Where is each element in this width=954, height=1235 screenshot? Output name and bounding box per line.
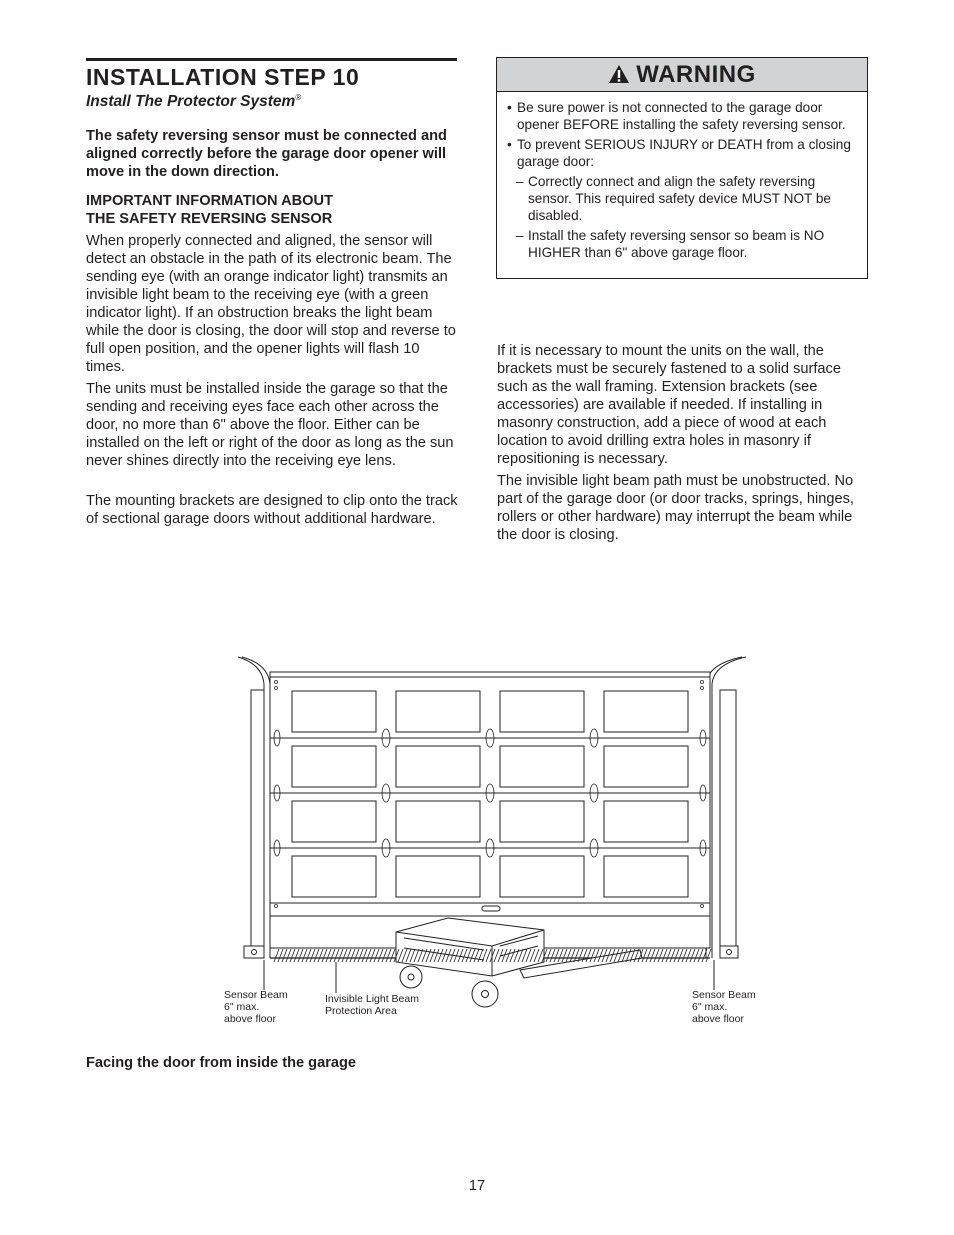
hatch-line [682, 949, 687, 962]
hatch-line [278, 949, 283, 962]
hatch-line [674, 949, 679, 962]
label-line: 6" max. [692, 1001, 728, 1013]
hatch-line [550, 949, 555, 962]
hatch-line [330, 949, 335, 962]
hatch-line [274, 949, 279, 962]
hatch-line [338, 949, 343, 962]
figure-caption: Facing the door from inside the garage [86, 1055, 357, 1071]
hatch-line [562, 949, 567, 962]
label-line: 6" max. [224, 1001, 260, 1013]
warning-subitem-text: Install the safety reversing sensor so beam is NO HIGHER than 6" above garage floor. [528, 228, 825, 260]
bullet-marker: • [507, 137, 512, 152]
door-body [270, 672, 710, 948]
hatch-line [302, 949, 307, 962]
hatch-line [650, 949, 655, 962]
hatch-line [706, 949, 711, 962]
hatch-line [370, 949, 375, 962]
right-paragraph-1: If it is necessary to mount the units on the wall, the brackets must be securely fastened to a solid surface such as the wall framing. Extension brackets (see accessories) are available if needed. If installing in masonry construction, add a piece of wood at each location to avoid drilling extra holes in masonry if repositioning is necessary. [497, 343, 841, 467]
body-paragraph-2: The units must be installed inside the garage so that the sending and receiving eyes face each other across the door, no more than 6" above the floor. Either can be installed on the left or right of the door as long as the sun never shines directly into the receiving eye lens. [86, 381, 454, 469]
hatch-line [554, 949, 559, 962]
hatch-line [366, 949, 371, 962]
hatch-line [358, 949, 363, 962]
hatch-line [362, 949, 367, 962]
hatch-line [318, 949, 323, 962]
hatch-line [294, 949, 299, 962]
dash-marker: – [516, 228, 524, 243]
hatch-line [354, 949, 359, 962]
hatch-line [386, 949, 391, 962]
hatch-line [686, 949, 691, 962]
page-number: 17 [468, 1178, 486, 1194]
hatch-line [662, 949, 667, 962]
hatch-line [310, 949, 315, 962]
label-sensor-beam-left [224, 989, 288, 1025]
hatch-line [286, 949, 291, 962]
warning-item-text: To prevent SERIOUS INJURY or DEATH from a closing garage door: [517, 137, 851, 169]
hatch-line [378, 949, 383, 962]
label-sensor-beam-right [692, 989, 756, 1025]
hatch-line [646, 949, 651, 962]
section-heading-line-2: THE SAFETY REVERSING SENSOR [86, 211, 333, 227]
hatch-line [570, 949, 575, 962]
intro-paragraph: The safety reversing sensor must be connected and aligned correctly before the garage door opener will move in the down direction. [86, 128, 447, 180]
right-paragraph-2: The invisible light beam path must be unobstructed. No part of the garage door (or door tracks, springs, hinges, rollers or other hardware) may interrupt the beam while the door is closing. [497, 473, 854, 543]
hatch-line [374, 949, 379, 962]
dash-marker: – [516, 174, 524, 189]
hatch-line [642, 949, 647, 962]
hatch-line [322, 949, 327, 962]
body-paragraph-3: The mounting brackets are designed to clip onto the track of sectional garage doors without additional hardware. [86, 493, 458, 527]
label-line: above floor [692, 1013, 744, 1025]
hatch-line [658, 949, 663, 962]
label-protection-area [325, 993, 419, 1017]
label-line: Protection Area [325, 1005, 397, 1017]
step-title: INSTALLATION STEP 10 [86, 64, 360, 90]
step-subtitle-text: Install The Protector System [86, 93, 296, 111]
hatch-line [346, 949, 351, 962]
left-jamb [251, 690, 264, 958]
hatch-line [390, 949, 395, 962]
hatch-line [690, 949, 695, 962]
hatch-line [698, 949, 703, 962]
hatch-line [678, 949, 683, 962]
hatch-line [350, 949, 355, 962]
hatch-line [282, 949, 287, 962]
hatch-line [382, 949, 387, 962]
bullet-marker: • [507, 100, 512, 115]
label-line: Sensor Beam [224, 989, 288, 1001]
label-line: above floor [224, 1013, 276, 1025]
hatch-line [342, 949, 347, 962]
hatch-line [566, 949, 571, 962]
hatch-line [326, 949, 331, 962]
section-heading-line-1: IMPORTANT INFORMATION ABOUT [86, 193, 333, 209]
warning-item-text: Be sure power is not connected to the garage door opener BEFORE installing the safety reversing sensor. [517, 100, 846, 132]
hatch-line [306, 949, 311, 962]
wagon-wheel [472, 981, 498, 1007]
warning-title-text: WARNING [636, 61, 756, 88]
hatch-line [314, 949, 319, 962]
warning-subitem-text: Correctly connect and align the safety reversing sensor. This required safety device MUST NOT be disabled. [528, 174, 831, 223]
hatch-line [298, 949, 303, 962]
left-sensor-bracket [244, 946, 264, 958]
hatch-line [666, 949, 671, 962]
hatch-line [334, 949, 339, 962]
hatch-line [694, 949, 699, 962]
hatch-line [670, 949, 675, 962]
hatch-line [290, 949, 295, 962]
hatch-line [546, 949, 551, 962]
label-line: Invisible Light Beam [325, 993, 419, 1005]
hatch-line [558, 949, 563, 962]
wagon-wheel [400, 966, 422, 988]
body-paragraph-1: When properly connected and aligned, the sensor will detect an obstacle in the path of its electronic beam. The sending eye (with an orange indicator light) transmits an invisible light beam to the receiving eye (with a green indicator light). If an obstruction breaks the light beam while the door is closing, the door will stop and reverse to full open position, and the opener lights will flash 10 times. [86, 233, 456, 375]
label-line: Sensor Beam [692, 989, 756, 1001]
right-jamb [720, 690, 736, 958]
hatch-line [654, 949, 659, 962]
registered-mark: ® [295, 93, 302, 102]
right-sensor-bracket [720, 946, 738, 958]
